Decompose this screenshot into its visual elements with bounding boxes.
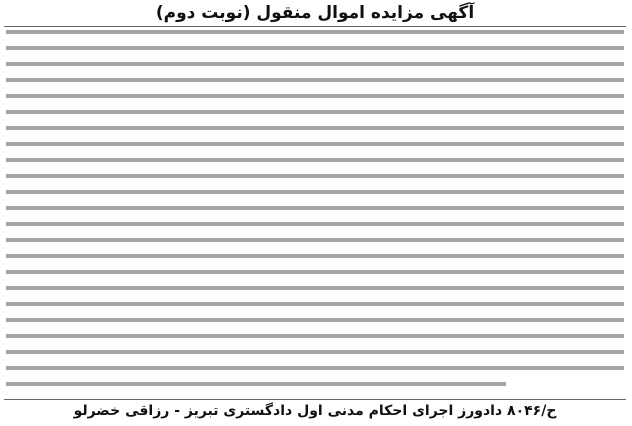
body-line [6,46,624,50]
body-line [6,206,624,210]
body-line [6,270,624,274]
body-line [6,302,624,306]
body-line [6,94,624,98]
notice-body-text [4,30,626,385]
body-line [6,78,624,82]
body-line [6,222,624,226]
body-line [6,190,624,194]
body-line [6,254,624,258]
body-line [6,158,624,162]
body-line [6,382,506,386]
body-line [6,30,624,34]
auction-notice [4,0,626,424]
body-line [6,318,624,322]
body-line [6,126,624,130]
body-line [6,62,624,66]
body-line [6,110,624,114]
body-line [6,174,624,178]
body-line [6,350,624,354]
body-line [6,238,624,242]
body-line [6,334,624,338]
body-line [6,286,624,290]
notice-title: آگهی مزایده اموال منقول (نوبت دوم) [4,0,626,27]
body-line [6,142,624,146]
notice-footer: ح/۸۰۴۶ دادورز اجرای احکام مدنی اول دادگستری تبریز - رزاقی خضرلو [4,399,626,422]
body-line [6,366,624,370]
